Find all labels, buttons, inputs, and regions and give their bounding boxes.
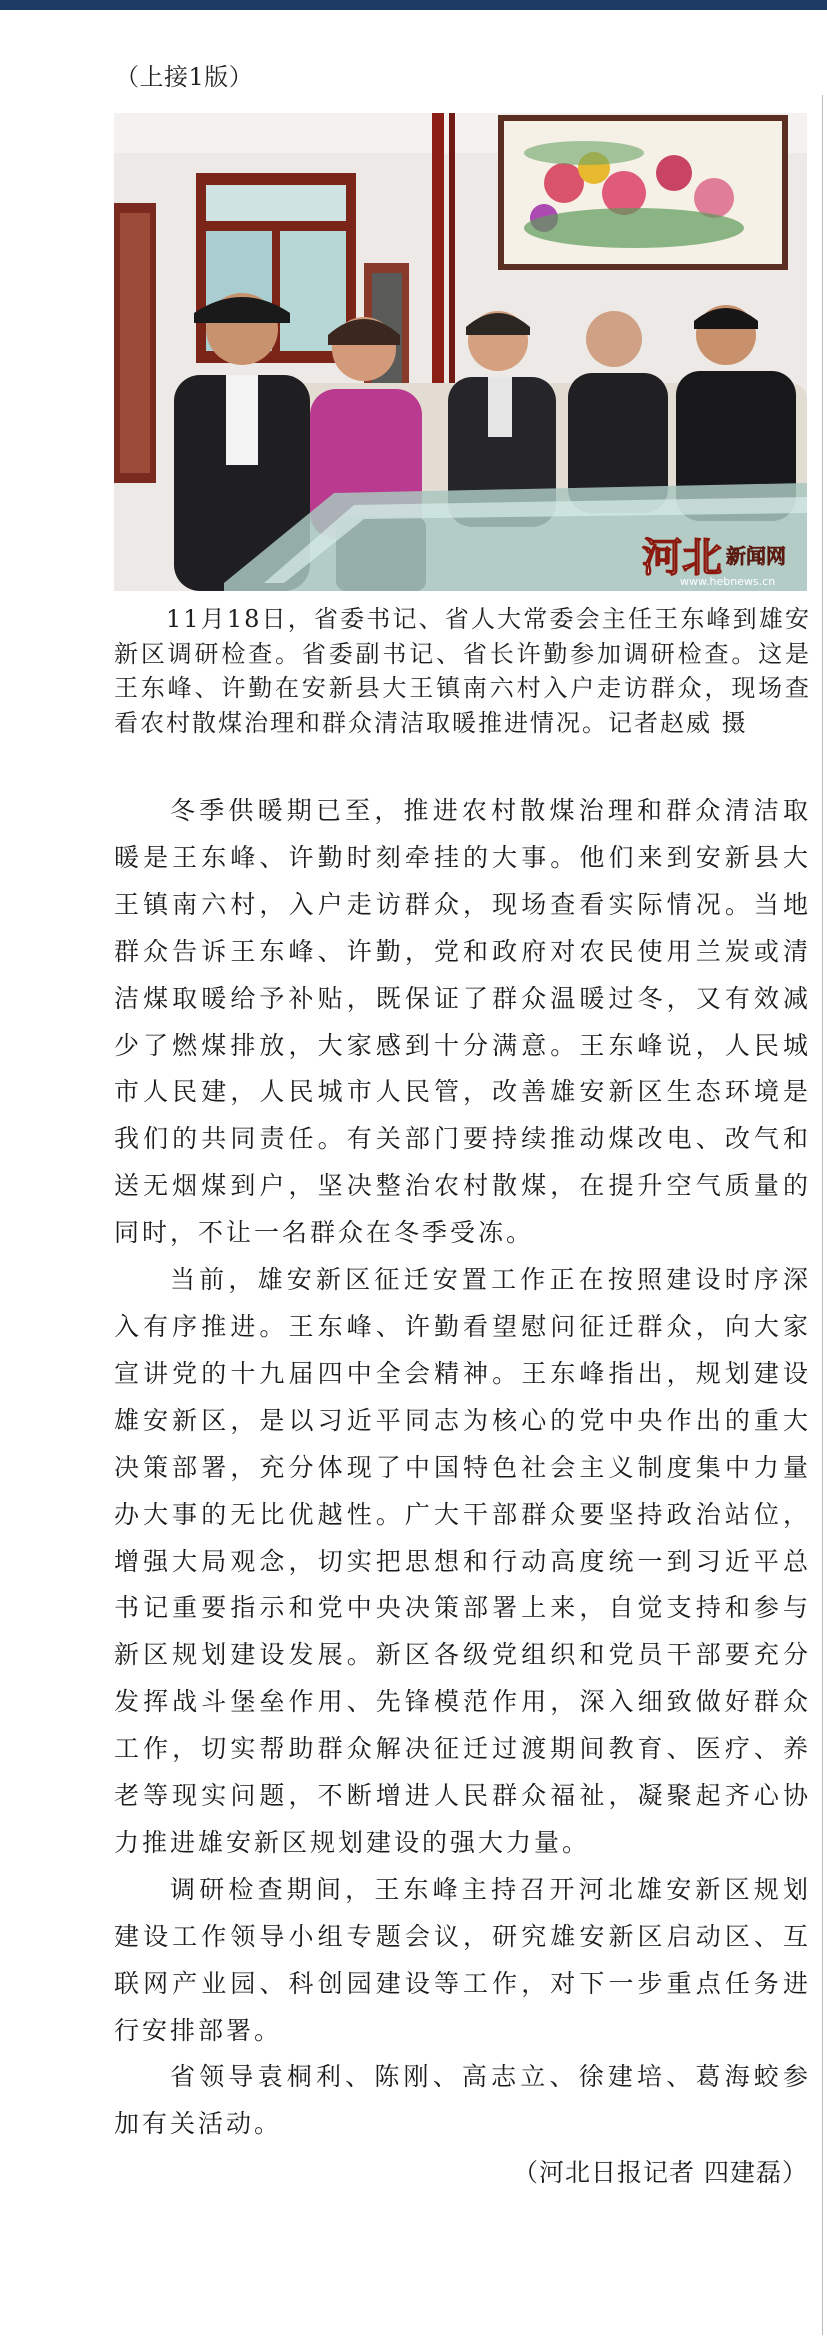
- watermark-sub: 新闻网: [726, 544, 786, 568]
- watermark-url: www.hebnews.cn: [680, 575, 776, 588]
- article-body: [114, 788, 811, 2148]
- column-rule: [822, 95, 823, 2335]
- article-paragraph: 冬季供暖期已至，推进农村散煤治理和群众清洁取暖是王东峰、许勤时刻牵挂的大事。他们来到安新县大王镇南六村，入户走访群众，现场查看实际情况。当地群众告诉王东峰、许勤，党和政府对农民使用兰炭或清洁煤取暖给予补贴，既保证了群众温暖过冬，又有效减少了燃煤排放，大家感到十分满意。王东峰说，人民城市人民建，人民城市人民管，改善雄安新区生态环境是我们的共同责任。有关部门要持续推动煤改电、改气和送无烟煤到户，坚决整治农村散煤，在提升空气质量的同时，不让一名群众在冬季受冻。: [114, 796, 811, 1248]
- reporter-byline: （河北日报记者 四建磊）: [513, 2158, 808, 2187]
- top-bar: [0, 0, 827, 10]
- photo-caption: 11月18日，省委书记、省人大常委会主任王东峰到雄安新区调研检查。省委副书记、省长许勤参加调研检查。这是王东峰、许勤在安新县大王镇南六村入户走访群众，现场查看农村散煤治理和群众清洁取暖推进情况。记者赵威 摄: [114, 605, 811, 737]
- article-paragraph: 省领导袁桐利、陈刚、高志立、徐建培、葛海蛟参加有关活动。: [114, 2062, 811, 2139]
- watermark-logo: 河北: [642, 534, 722, 581]
- article-paragraph: 调研检查期间，王东峰主持召开河北雄安新区规划建设工作领导小组专题会议，研究雄安新区启动区、互联网产业园、科创园建设等工作，对下一步重点任务进行安排部署。: [114, 1874, 811, 2045]
- article-paragraph: 当前，雄安新区征迁安置工作正在按照建设时序深入有序推进。王东峰、许勤看望慰问征迁群众，向大家宣讲党的十九届四中全会精神。王东峰指出，规划建设雄安新区，是以习近平同志为核心的党中央作出的重大决策部署，充分体现了中国特色社会主义制度集中力量办大事的无比优越性。广大干部群众要坚持政治站位，增强大局观念，切实把思想和行动高度统一到习近平总书记重要指示和党中央决策部署上来，自觉支持和参与新区规划建设发展。新区各级党组织和党员干部要充分发挥战斗堡垒作用、先锋模范作用，深入细致做好群众工作，切实帮助群众解决征迁过渡期间教育、医疗、养老等现实问题，不断增进人民群众福祉，凝聚起齐心协力推进雄安新区规划建设的强大力量。: [114, 1265, 811, 1857]
- news-photo: [114, 113, 807, 591]
- continued-note: （上接1版）: [115, 63, 254, 91]
